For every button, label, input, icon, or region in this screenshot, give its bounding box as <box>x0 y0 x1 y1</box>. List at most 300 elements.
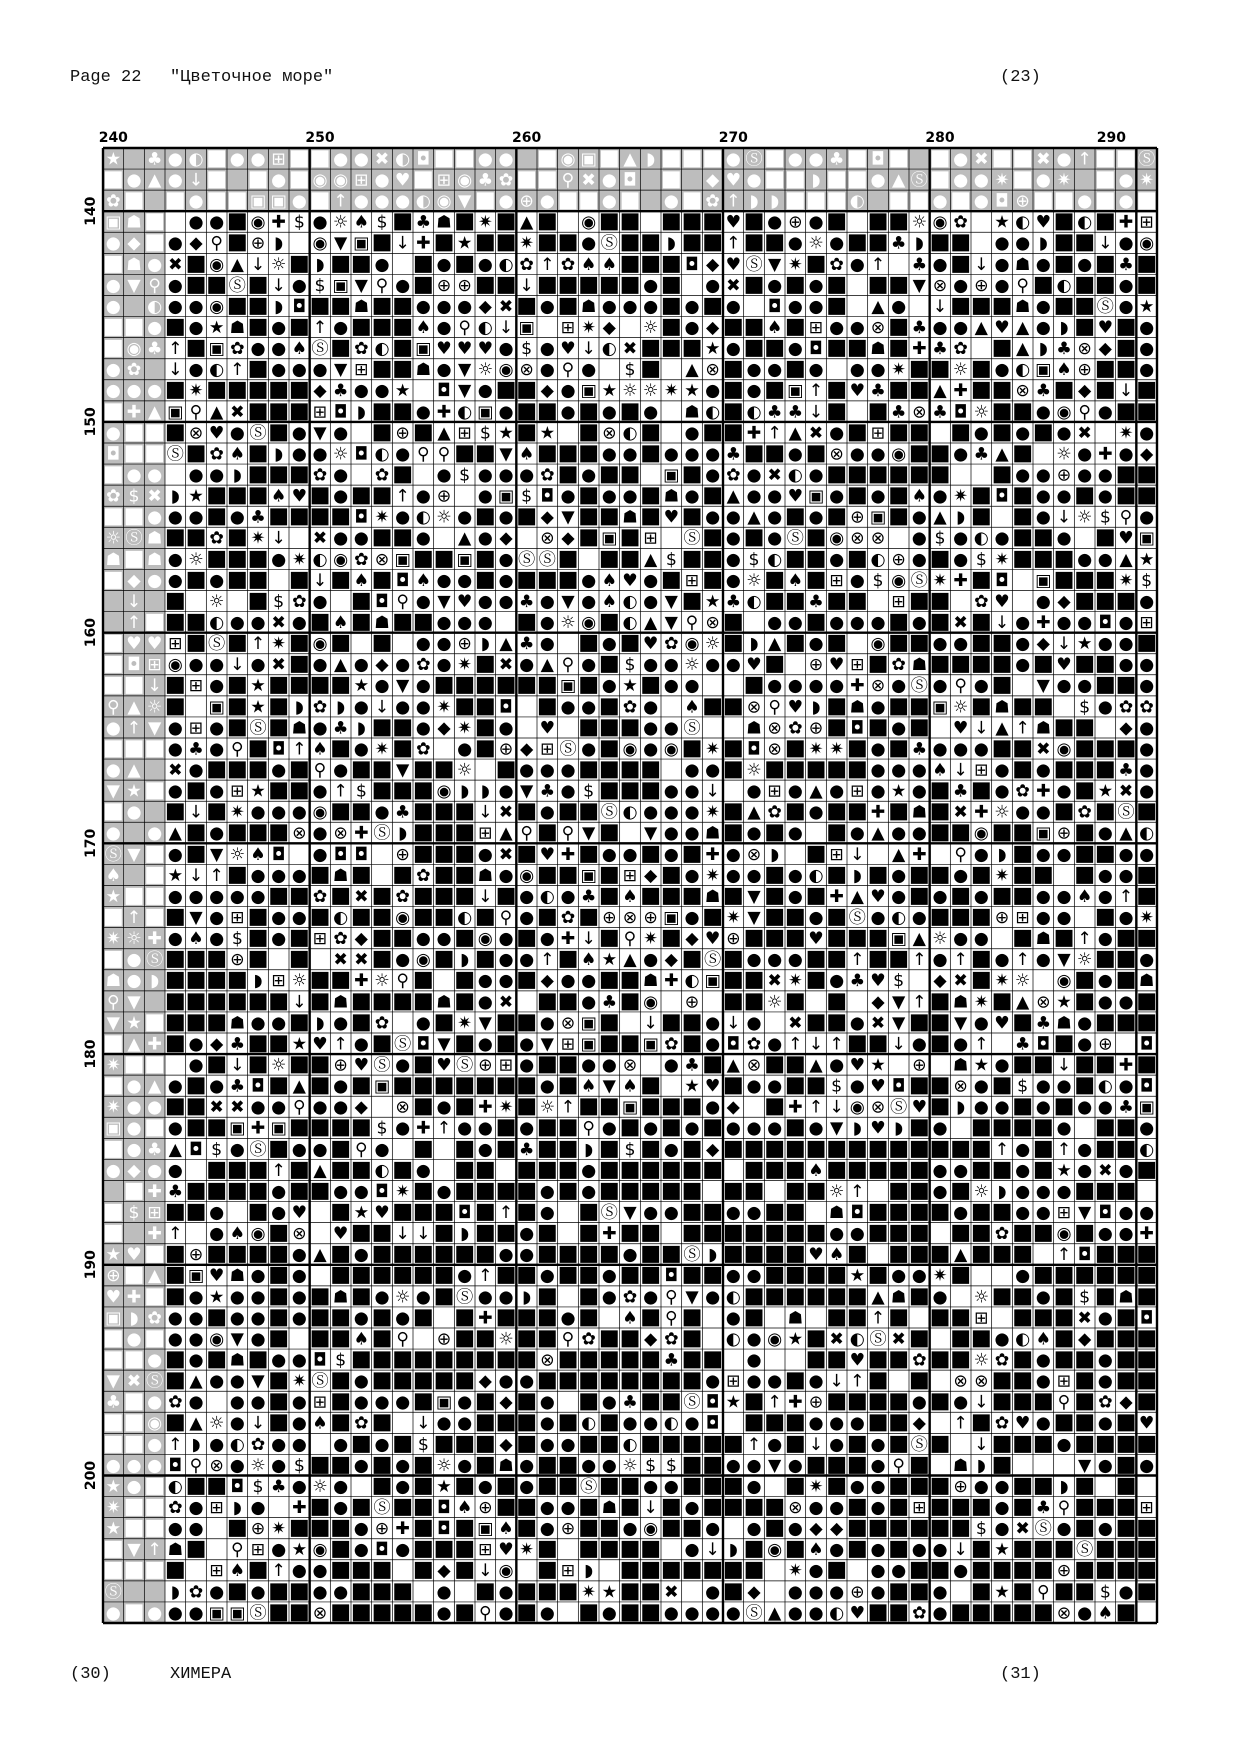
stitch-symbol: ■ <box>309 1282 331 1309</box>
stitch-symbol: ● <box>601 402 617 423</box>
stitch-symbol: ■ <box>784 924 806 951</box>
stitch-symbol: ● <box>353 697 369 718</box>
stitch-symbol: ● <box>1118 1160 1134 1181</box>
stitch-symbol: ■ <box>681 1261 703 1288</box>
stitch-symbol: ■ <box>536 270 558 297</box>
stitch-symbol: ■ <box>867 924 889 951</box>
stitch-symbol: ✖ <box>374 149 390 170</box>
stitch-symbol: ● <box>539 1181 555 1202</box>
stitch-symbol: ♥ <box>849 1603 866 1624</box>
stitch-symbol: ✿ <box>953 212 968 233</box>
stitch-symbol: ● <box>436 1582 452 1603</box>
stitch-symbol: ✿ <box>354 549 369 570</box>
stitch-symbol: ■ <box>392 1598 414 1625</box>
stitch-symbol: ● <box>932 1540 948 1561</box>
stitch-symbol: $ <box>417 1434 429 1455</box>
stitch-symbol: ● <box>581 233 597 254</box>
stitch-symbol: ■ <box>268 1366 290 1393</box>
stitch-symbol: ■ <box>764 565 786 592</box>
stitch-symbol: ☼ <box>126 929 142 950</box>
stitch-symbol: ● <box>643 697 659 718</box>
stitch-symbol: ● <box>209 929 225 950</box>
stitch-symbol: ● <box>188 507 204 528</box>
stitch-symbol: ■ <box>226 544 248 571</box>
stitch-symbol: ◘ <box>437 1519 451 1540</box>
stitch-symbol: ● <box>746 465 762 486</box>
stitch-symbol: ♥ <box>456 591 473 612</box>
stitch-symbol: ♣ <box>146 149 163 170</box>
stitch-symbol: ♣ <box>250 507 266 528</box>
stitch-symbol: ■ <box>412 249 434 276</box>
column-label: 290 <box>1096 130 1126 146</box>
stitch-symbol: ● <box>312 1582 328 1603</box>
stitch-symbol: ● <box>767 1371 783 1392</box>
stitch-symbol: ↓ <box>643 1013 658 1034</box>
stitch-symbol: ● <box>953 634 969 655</box>
stitch-symbol: ◉ <box>767 1329 783 1350</box>
stitch-symbol: ■ <box>495 207 517 234</box>
stitch-symbol: ■ <box>164 186 186 213</box>
stitch-symbol: ● <box>312 781 328 802</box>
stitch-symbol: Ⓢ <box>890 1097 908 1118</box>
stitch-symbol: ↓ <box>705 781 720 802</box>
stitch-symbol: ■ <box>640 1240 662 1267</box>
stitch-symbol: ● <box>271 865 287 886</box>
stitch-symbol: ▼ <box>210 844 224 865</box>
stitch-symbol: ▲ <box>768 634 782 655</box>
stitch-symbol: ♠ <box>498 1519 514 1540</box>
stitch-symbol: ■ <box>1094 755 1116 782</box>
stitch-symbol: ■ <box>846 797 868 824</box>
stitch-symbol: ■ <box>392 460 414 487</box>
stitch-symbol: ▲ <box>871 823 885 844</box>
stitch-symbol: ■ <box>722 1176 744 1203</box>
stitch-symbol: ■ <box>970 481 992 508</box>
stitch-symbol: ● <box>167 929 183 950</box>
stitch-symbol: ● <box>415 528 431 549</box>
stitch-symbol: ● <box>684 1498 700 1519</box>
stitch-symbol: ■ <box>454 1324 476 1351</box>
stitch-symbol: ◗ <box>480 634 490 655</box>
stitch-symbol: ● <box>436 1413 452 1434</box>
stitch-symbol: ▣ <box>105 1118 122 1139</box>
stitch-symbol: ◘ <box>623 170 637 191</box>
stitch-symbol: ▣ <box>580 381 597 402</box>
stitch-symbol: ● <box>333 149 349 170</box>
stitch-symbol: ♣ <box>332 718 349 739</box>
stitch-symbol: ▣ <box>497 486 515 507</box>
stitch-symbol: ■ <box>288 1113 310 1140</box>
stitch-symbol: ⊕ <box>436 275 452 296</box>
stitch-symbol: ✚ <box>126 1287 142 1308</box>
stitch-symbol: ▣ <box>477 1519 494 1540</box>
stitch-symbol: ↑ <box>1077 149 1092 170</box>
stitch-symbol: ● <box>746 1329 762 1350</box>
stitch-symbol: ● <box>188 1055 204 1076</box>
stitch-symbol: ■ <box>578 481 600 508</box>
stitch-symbol: ■ <box>1012 439 1034 466</box>
stitch-symbol: ♠ <box>787 570 804 591</box>
stitch-symbol: ■ <box>495 671 517 698</box>
stitch-symbol: ■ <box>330 1556 352 1583</box>
stitch-symbol: ■ <box>1136 1008 1158 1035</box>
stitch-symbol: ■ <box>1115 397 1137 424</box>
stitch-symbol: ✖ <box>498 655 514 676</box>
stitch-symbol: ⊞ <box>850 781 865 802</box>
stitch-symbol: ● <box>994 950 1010 971</box>
stitch-symbol: ♥ <box>539 844 556 865</box>
stitch-symbol: ◐ <box>870 549 886 570</box>
stitch-symbol: ● <box>725 149 741 170</box>
stitch-symbol: ■ <box>640 481 662 508</box>
stitch-symbol: ● <box>643 1413 659 1434</box>
stitch-symbol: ■ <box>598 1324 620 1351</box>
stitch-symbol: ◉ <box>498 360 514 381</box>
stitch-symbol: ● <box>829 1498 845 1519</box>
stitch-symbol: ● <box>746 1266 762 1287</box>
stitch-symbol: ■ <box>681 1429 703 1456</box>
stitch-symbol: ● <box>601 191 617 212</box>
stitch-symbol: ■ <box>867 1408 889 1435</box>
stitch-symbol: ♠ <box>828 1245 845 1266</box>
stitch-symbol: ● <box>953 1392 969 1413</box>
stitch-symbol: ♣ <box>828 149 845 170</box>
stitch-symbol: Ⓢ <box>146 1371 164 1392</box>
stitch-symbol: ■ <box>1053 1092 1075 1119</box>
stitch-symbol: ■ <box>268 1408 290 1435</box>
stitch-symbol: ● <box>1077 1097 1093 1118</box>
stitch-symbol: ● <box>1056 423 1072 444</box>
stitch-symbol: ■ <box>578 270 600 297</box>
stitch-symbol: ● <box>498 1287 514 1308</box>
stitch-symbol: ◆ <box>747 1582 761 1603</box>
stitch-symbol: ■ <box>805 439 827 466</box>
stitch-symbol: ● <box>353 1455 369 1476</box>
stitch-symbol: ■ <box>474 692 496 719</box>
stitch-symbol: ◉ <box>209 1329 225 1350</box>
stitch-symbol: ■ <box>826 1387 848 1414</box>
stitch-symbol: ■ <box>1136 860 1158 887</box>
stitch-symbol: ■ <box>929 586 951 613</box>
stitch-symbol: ■ <box>1074 291 1096 318</box>
stitch-symbol: ■ <box>247 1345 269 1372</box>
stitch-symbol: ■ <box>1032 186 1054 213</box>
stitch-symbol: ■ <box>144 207 166 234</box>
stitch-symbol: ■ <box>309 671 331 698</box>
stitch-symbol: ● <box>725 1455 741 1476</box>
stitch-symbol: ■ <box>846 1134 868 1161</box>
stitch-symbol: ■ <box>826 692 848 719</box>
stitch-symbol: ■ <box>1136 186 1158 213</box>
stitch-symbol: ✚ <box>1139 1224 1154 1245</box>
stitch-symbol: ■ <box>1115 1535 1137 1562</box>
stitch-symbol: ● <box>663 1603 679 1624</box>
stitch-symbol: ☼ <box>1056 444 1072 465</box>
stitch-symbol: ● <box>953 528 969 549</box>
stitch-symbol: ● <box>539 1013 555 1034</box>
stitch-symbol: ▲ <box>685 360 699 381</box>
stitch-symbol: ↑ <box>850 950 865 971</box>
stitch-symbol: ★ <box>250 697 266 718</box>
stitch-symbol: ● <box>539 929 555 950</box>
stitch-symbol: ◘ <box>1139 1034 1154 1055</box>
stitch-symbol: ■ <box>350 586 372 613</box>
stitch-symbol: ● <box>1139 591 1155 612</box>
stitch-symbol: ♣ <box>622 1392 638 1413</box>
stitch-symbol: $ <box>479 423 491 444</box>
stitch-symbol: ⊗ <box>1077 339 1092 360</box>
stitch-symbol: ● <box>167 549 183 570</box>
stitch-symbol: ● <box>932 1118 948 1139</box>
stitch-symbol: ● <box>994 528 1010 549</box>
stitch-symbol: ● <box>829 1434 845 1455</box>
stitch-symbol: $ <box>893 971 905 992</box>
stitch-symbol: ■ <box>826 987 848 1014</box>
stitch-symbol: ▣ <box>1035 360 1052 381</box>
stitch-symbol: ■ <box>123 502 145 529</box>
stitch-symbol: ■ <box>516 418 538 445</box>
stitch-symbol: ◆ <box>1119 718 1133 739</box>
stitch-symbol: ◘ <box>1139 1076 1154 1097</box>
stitch-symbol: ♥ <box>146 634 163 655</box>
stitch-symbol: ◐ <box>374 339 390 360</box>
stitch-symbol: ★ <box>601 1582 618 1603</box>
stitch-symbol: ■ <box>185 1113 207 1140</box>
stitch-symbol: ● <box>1035 296 1051 317</box>
stitch-symbol: ⚲ <box>1057 1498 1071 1519</box>
stitch-symbol: ▣ <box>704 971 721 992</box>
stitch-symbol: ⊗ <box>746 1055 762 1076</box>
stitch-symbol: ↑ <box>292 739 307 760</box>
stitch-symbol: ↓ <box>953 1540 968 1561</box>
stitch-symbol: ◘ <box>375 591 389 612</box>
stitch-symbol: ● <box>250 1013 266 1034</box>
stitch-symbol: ◗ <box>460 950 470 971</box>
stitch-symbol: ■ <box>1012 1050 1034 1077</box>
stitch-symbol: $ <box>273 591 285 612</box>
stitch-symbol: ■ <box>454 1514 476 1541</box>
stitch-symbol: ● <box>250 1287 266 1308</box>
stitch-symbol: ♣ <box>1035 1498 1052 1519</box>
stitch-symbol: ■ <box>433 797 455 824</box>
stitch-symbol: ■ <box>412 1450 434 1477</box>
stitch-symbol: ■ <box>412 1471 434 1498</box>
stitch-symbol: ● <box>705 1519 721 1540</box>
stitch-symbol: ⚲ <box>561 655 575 676</box>
stitch-symbol: ♥ <box>436 339 452 360</box>
stitch-symbol: ■ <box>536 1577 558 1604</box>
stitch-symbol: ■ <box>392 734 414 761</box>
stitch-symbol: ■ <box>598 270 620 297</box>
stitch-symbol: ■ <box>950 228 972 255</box>
stitch-symbol: ■ <box>536 397 558 424</box>
stitch-symbol: ■ <box>392 397 414 424</box>
stitch-symbol: ● <box>271 1097 287 1118</box>
stitch-symbol: ■ <box>350 1008 372 1035</box>
stitch-symbol: ◐ <box>188 149 204 170</box>
stitch-symbol: ■ <box>619 523 641 550</box>
stitch-symbol: ↓ <box>581 929 596 950</box>
stitch-symbol: ■ <box>681 1514 703 1541</box>
stitch-symbol: ● <box>1118 634 1134 655</box>
stitch-symbol: ⊞ <box>312 402 328 423</box>
stitch-symbol: ⊕ <box>498 739 514 760</box>
stitch-symbol: ▼ <box>106 781 120 802</box>
stitch-symbol: ⊕ <box>788 212 803 233</box>
stitch-symbol: ■ <box>970 1556 992 1583</box>
stitch-symbol: ● <box>1139 676 1155 697</box>
stitch-symbol: ■ <box>929 1240 951 1267</box>
stitch-symbol: ■ <box>392 1493 414 1520</box>
stitch-symbol: ⊞ <box>209 1561 224 1582</box>
stitch-symbol: ⚲ <box>354 1139 368 1160</box>
stitch-symbol: ♥ <box>849 1055 866 1076</box>
stitch-symbol: ■ <box>764 165 786 192</box>
stitch-symbol: ● <box>498 950 514 971</box>
stitch-symbol: ▣ <box>890 929 907 950</box>
stitch-symbol: ■ <box>288 460 310 487</box>
stitch-symbol: ■ <box>536 818 558 845</box>
stitch-symbol: ✿ <box>788 718 803 739</box>
stitch-symbol: ● <box>209 718 225 739</box>
stitch-symbol: ■ <box>1012 1240 1034 1267</box>
stitch-symbol: ● <box>870 170 886 191</box>
stitch-symbol: ■ <box>1094 1324 1116 1351</box>
stitch-symbol: ■ <box>1136 1387 1158 1414</box>
stitch-symbol: $ <box>1141 570 1153 591</box>
stitch-symbol: ■ <box>702 1113 724 1140</box>
stitch-symbol: ◘ <box>106 444 121 465</box>
stitch-symbol: ■ <box>805 565 827 592</box>
stitch-symbol: ■ <box>226 987 248 1014</box>
stitch-symbol: ● <box>1035 507 1051 528</box>
stitch-symbol: ■ <box>722 818 744 845</box>
stitch-symbol: ♥ <box>870 886 886 907</box>
stitch-symbol: ● <box>601 1266 617 1287</box>
stitch-symbol: ■ <box>1094 1556 1116 1583</box>
stitch-symbol: ■ <box>371 523 393 550</box>
stitch-symbol: ◐ <box>1015 212 1031 233</box>
stitch-symbol: ⊞ <box>188 676 204 697</box>
stitch-symbol: ◉ <box>1139 233 1155 254</box>
stitch-symbol: ■ <box>1115 460 1137 487</box>
stitch-symbol: ■ <box>1094 839 1116 866</box>
stitch-symbol: ◐ <box>333 908 349 929</box>
stitch-symbol: Ⓢ <box>683 528 701 549</box>
stitch-symbol: ⊕ <box>726 929 741 950</box>
stitch-symbol: ■ <box>433 228 455 255</box>
stitch-symbol: ● <box>684 1540 700 1561</box>
stitch-symbol: ● <box>209 823 225 844</box>
stitch-symbol: ● <box>1035 1181 1051 1202</box>
stitch-symbol: ■ <box>1053 713 1075 740</box>
stitch-symbol: ⊞ <box>912 1498 927 1519</box>
stitch-symbol: ● <box>105 718 121 739</box>
stitch-symbol: ◆ <box>540 381 554 402</box>
stitch-symbol: $ <box>1099 1582 1111 1603</box>
stitch-symbol: ⊞ <box>209 1498 224 1519</box>
stitch-symbol: ■ <box>640 334 662 361</box>
stitch-symbol: ■ <box>536 1556 558 1583</box>
stitch-symbol: ● <box>271 170 287 191</box>
stitch-symbol: ■ <box>288 565 310 592</box>
stitch-symbol: ★ <box>208 318 225 339</box>
stitch-symbol: ■ <box>784 1134 806 1161</box>
stitch-symbol: ■ <box>371 397 393 424</box>
stitch-symbol: ■ <box>1136 1345 1158 1372</box>
stitch-symbol: ■ <box>826 713 848 740</box>
stitch-symbol: ■ <box>474 1408 496 1435</box>
stitch-symbol: ♠ <box>808 1160 824 1181</box>
stitch-symbol: ● <box>539 1266 555 1287</box>
stitch-symbol: ● <box>705 760 721 781</box>
stitch-symbol: ● <box>911 1266 927 1287</box>
stitch-symbol: ■ <box>516 376 538 403</box>
stitch-symbol: ◘ <box>127 655 141 676</box>
stitch-symbol: ♠ <box>415 318 432 339</box>
stitch-symbol: Ⓢ <box>1117 802 1135 823</box>
stitch-symbol: ● <box>498 591 514 612</box>
stitch-symbol: ✿ <box>622 697 638 718</box>
stitch-symbol: ▲ <box>168 1139 182 1160</box>
stitch-symbol: ● <box>250 1308 266 1329</box>
stitch-symbol: ● <box>684 781 700 802</box>
stitch-symbol: ■ <box>433 671 455 698</box>
stitch-symbol: $ <box>624 1139 636 1160</box>
stitch-symbol: ● <box>746 781 762 802</box>
stitch-symbol: ■ <box>640 249 662 276</box>
stitch-symbol: ■ <box>1053 797 1075 824</box>
stitch-symbol: ■ <box>764 1240 786 1267</box>
stitch-symbol: ■ <box>268 776 290 803</box>
stitch-symbol: ■ <box>702 418 724 445</box>
stitch-symbol: ● <box>271 1013 287 1034</box>
stitch-symbol: ■ <box>474 1155 496 1182</box>
stitch-symbol: ■ <box>412 839 434 866</box>
stitch-symbol: ■ <box>268 1282 290 1309</box>
stitch-symbol: ● <box>1097 1097 1113 1118</box>
stitch-symbol: ◐ <box>477 318 493 339</box>
stitch-symbol: ■ <box>536 1113 558 1140</box>
stitch-symbol: ↑ <box>808 381 824 402</box>
stitch-symbol: ■ <box>619 966 641 993</box>
stitch-symbol: ■ <box>226 755 248 782</box>
stitch-symbol: ● <box>973 1097 989 1118</box>
stitch-symbol: ■ <box>392 334 414 361</box>
stitch-symbol: ■ <box>1074 839 1096 866</box>
stitch-symbol: ◆ <box>127 570 141 591</box>
stitch-symbol: ● <box>994 254 1010 275</box>
stitch-symbol: ◘ <box>395 570 410 591</box>
stitch-symbol: ♠ <box>766 318 783 339</box>
stitch-symbol: ● <box>953 929 969 950</box>
stitch-symbol: ● <box>1035 1413 1051 1434</box>
stitch-symbol: Ⓢ <box>249 718 267 739</box>
stitch-symbol: ■ <box>908 1008 930 1035</box>
stitch-symbol: ■ <box>950 1134 972 1161</box>
stitch-symbol: ■ <box>826 945 848 972</box>
stitch-symbol: ■ <box>392 1577 414 1604</box>
stitch-symbol: ■ <box>1115 1240 1137 1267</box>
stitch-symbol: ● <box>105 1603 121 1624</box>
stitch-symbol: ■ <box>846 544 868 571</box>
stitch-symbol: ● <box>333 760 349 781</box>
stitch-symbol: ◐ <box>415 191 431 212</box>
stitch-symbol: ⊞ <box>1056 1371 1072 1392</box>
stitch-symbol: ■ <box>826 376 848 403</box>
stitch-symbol: ⚲ <box>375 275 389 296</box>
stitch-symbol: ■ <box>557 860 579 887</box>
